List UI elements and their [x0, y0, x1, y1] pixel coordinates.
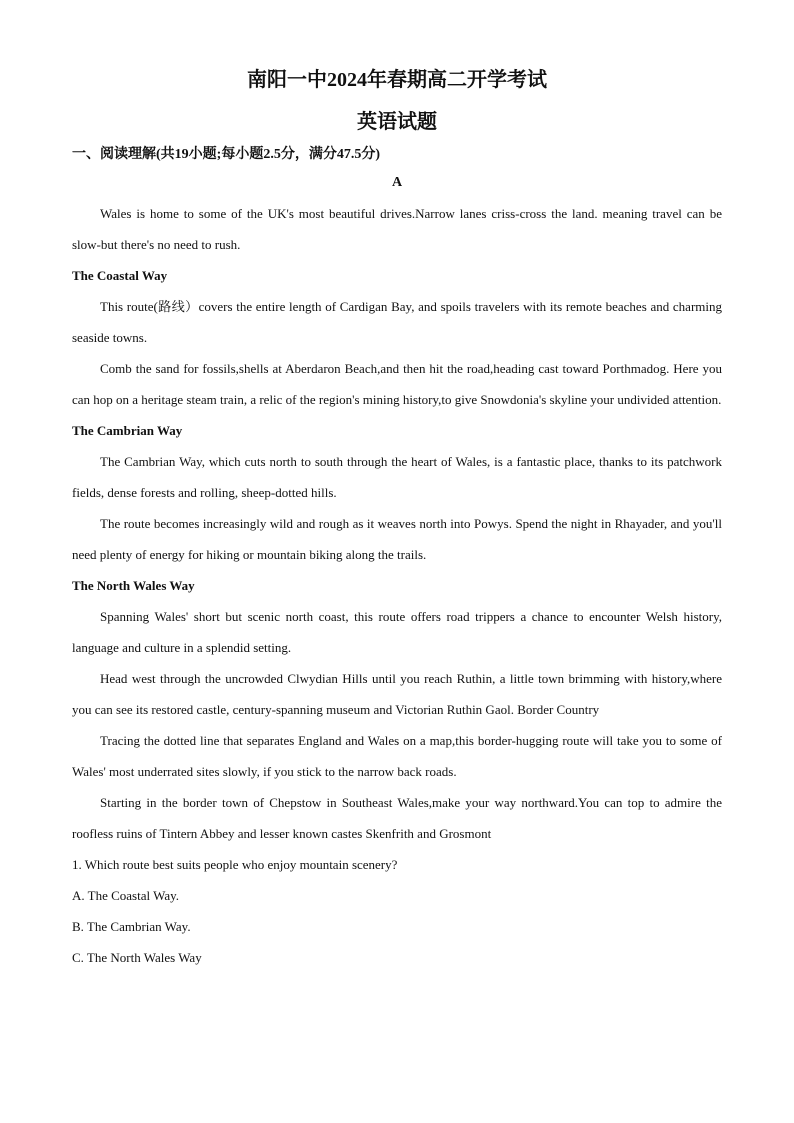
question-1-option-b: B. The Cambrian Way.: [72, 919, 191, 934]
question-1-option-c: C. The North Wales Way: [72, 950, 202, 965]
coastal-way-heading: The Coastal Way: [72, 268, 168, 283]
question-1-stem: 1. Which route best suits people who enjoy mountain scenery?: [72, 857, 398, 872]
exam-subtitle: 英语试题: [357, 111, 437, 133]
north-paragraph-2: Head west through the uncrowded Clwydian Hills until you reach Ruthin, a little town brimming with history,where you can see its restored castle, century-spanning museum and Victorian Ruthin Gaol. Border Country: [72, 671, 722, 717]
coastal-paragraph-2: Comb the sand for fossils,shells at Aberdaron Beach,and then hit the road,heading cast toward Porthmadog. Here you can hop on a heritage steam train, a relic of the region's mining history,to give Snowdonia's skyline your undivided attention.: [72, 361, 722, 407]
north-wales-way-heading: The North Wales Way: [72, 578, 195, 593]
exam-title: 南阳一中2024年春期高二开学考试: [247, 69, 547, 91]
exam-page: [72, 66, 722, 973]
part-letter: A: [391, 175, 403, 190]
section-heading: 一、阅读理解(共19小题;每小题2.5分，满分47.5分): [72, 147, 380, 162]
coastal-paragraph-1: This route(路线）covers the entire length of Cardigan Bay, and spoils travelers with its remote beaches and charming seaside towns.: [72, 299, 722, 345]
cambrian-paragraph-1: The Cambrian Way, which cuts north to south through the heart of Wales, is a fantastic place, thanks to its patchwork fields, dense forests and rolling, sheep-dotted hills.: [72, 454, 722, 500]
intro-paragraph: Wales is home to some of the UK's most beautiful drives.Narrow lanes criss-cross the land. meaning travel can be slow-but there's no need to rush.: [72, 206, 722, 252]
border-paragraph-2: Starting in the border town of Chepstow in Southeast Wales,make your way northward.You can top to admire the roofless ruins of Tintern Abbey and lesser known castes Skenfrith and Grosmont: [72, 795, 722, 841]
question-1-option-a: A. The Coastal Way.: [72, 888, 180, 903]
cambrian-paragraph-2: The route becomes increasingly wild and rough as it weaves north into Powys. Spend the night in Rhayader, and you'll need plenty of energy for hiking or mountain biking along the trails.: [72, 516, 722, 562]
border-paragraph-1: Tracing the dotted line that separates England and Wales on a map,this border-hugging route will take you to some of Wales' most underrated sites slowly, if you stick to the narrow back roads.: [72, 733, 722, 779]
cambrian-way-heading: The Cambrian Way: [72, 423, 183, 438]
north-paragraph-1: Spanning Wales' short but scenic north coast, this route offers road trippers a chance to encounter Welsh history, language and culture in a splendid setting.: [72, 609, 722, 655]
